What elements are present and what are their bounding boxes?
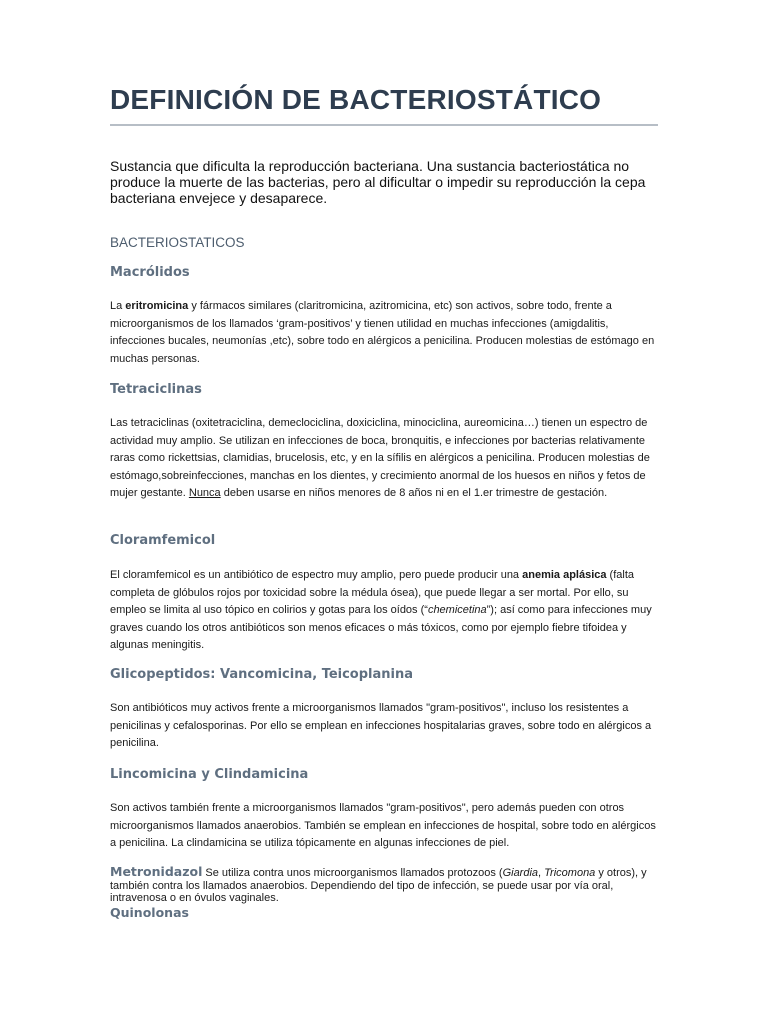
italic-chemicetina: chemicetina <box>427 604 487 616</box>
highlight-anemia-aplasica: anemia aplásica <box>522 569 607 581</box>
section-body-tetraciclinas: Las tetraciclinas (oxitetraciclina, demeclociclina, doxiciclina, minociclina, aureomicina…) tienen un espectro de actividad muy amplio. Se utilizan en infecciones de boca, bronquitis, e infecciones por bacterias relativamente raras como rickettsias, clamidias, brucelosis, etc, y en la sífilis en alérgicos a penicilina. Producen molestias de estómago,sobreinfecciones, manchas en los dientes, y crecimiento anormal de los huesos en niños y fetos de mujer gestante. Nunca deben usarse en niños menores de 8 años ni en el 1.er trimestre de gestación. <box>110 417 650 499</box>
section-heading-glicopeptidos: Glicopeptidos: Vancomicina, Teicoplanina <box>110 667 414 682</box>
section-metronidazol: Metronidazol Se utiliza contra unos microorganismos llamados protozoos (Giardia, Tricomona y otros), y también contra los llamados anaerobios. Dependiendo del tipo de infección, se puede usar por vía oral, intravenosa o en óvulos vaginales. <box>110 864 647 904</box>
list-heading: BACTERIOSTATICOS <box>110 235 245 250</box>
underlined-nunca: Nunca <box>188 487 221 499</box>
section-heading-macrolidos: Macrólidos <box>110 265 190 280</box>
section-body-cloramfemicol: El cloramfemicol es un antibiótico de espectro muy amplio, pero puede producir una anemia aplásica (falta completa de glóbulos rojos por toxicidad sobre la médula ósea), que puede llegar a ser mortal. Por ello, su empleo se limita al uso tópico en colirios y gotas para los oídos (“chemicetina”); así como para infecciones muy graves cuando los otros antibióticos son menos eficaces o más tóxicos, como por ejemplo fiebre tifoidea y algunas meningitis. <box>110 569 652 651</box>
section-heading-quinolonas: Quinolonas <box>110 905 189 920</box>
section-heading-lincomicina: Lincomicina y Clindamicina <box>110 767 309 782</box>
highlight-eritromicina: eritromicina <box>125 300 189 312</box>
section-body-glicopeptidos: Son antibióticos muy activos frente a microorganismos llamados "gram-positivos", incluso los resistentes a penicilinas y cefalosporinas. Por ello se emplean en infecciones hospitalarias graves, sobre todo en alérgicos a penicilina. <box>110 702 652 749</box>
section-body-lincomicina: Son activos también frente a microorganismos llamados "gram-positivos", pero además pueden con otros microorganismos llamados anaerobios. También se emplean en infecciones de hospital, sobre todo en alérgicos a penicilina. La clindamicina se utiliza tópicamente en algunas infecciones de piel. <box>110 802 656 849</box>
page-title: DEFINICIÓN DE BACTERIOSTÁTICO <box>110 84 602 115</box>
title-divider <box>110 124 658 126</box>
intro-paragraph: Sustancia que dificulta la reproducción bacteriana. Una sustancia bacteriostática no produce la muerte de las bacterias, pero al dificultar o impedir su reproducción la cepa bacteriana envejece y desaparece. <box>110 158 646 206</box>
section-heading-metronidazol: Metronidazol <box>110 864 203 879</box>
section-body-macrolidos: La eritromicina y fármacos similares (claritromicina, azitromicina, etc) son activos, sobre todo, frente a microorganismos de los llamados ‘gram-positivos’ y tienen utilidad en muchas infecciones (amigdalitis, infecciones bucales, neumonías ,etc), sobre todo en alérgicos a penicilina. Producen molestias de estómago en muchas personas. <box>110 300 655 365</box>
section-heading-cloramfemicol: Cloramfemicol <box>110 533 216 548</box>
section-heading-tetraciclinas: Tetraciclinas <box>110 382 202 397</box>
